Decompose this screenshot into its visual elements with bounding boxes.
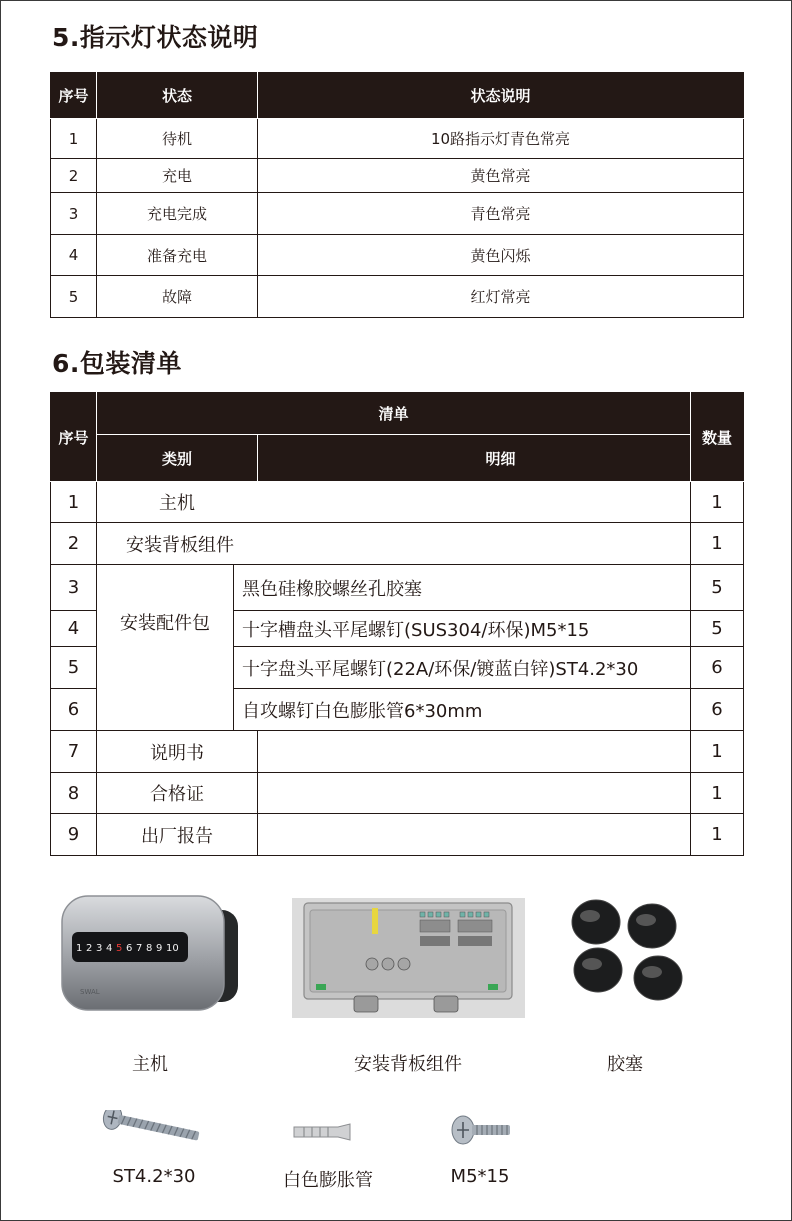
host-digit: 2 <box>86 943 93 954</box>
row-no: 7 <box>51 731 97 773</box>
header-detail: 明细 <box>258 435 744 482</box>
host-brand-logo: SWAL <box>80 988 100 996</box>
row-category: 出厂报告 <box>97 814 258 856</box>
expansion-anchor-image <box>290 1118 356 1150</box>
indicator-status-table <box>50 72 744 318</box>
host-digit: 10 <box>166 943 179 954</box>
row-status: 准备充电 <box>97 235 258 276</box>
row-desc: 黄色闪烁 <box>258 235 744 276</box>
header-qty: 数量 <box>691 393 744 482</box>
host-digit: 7 <box>136 943 143 954</box>
row-no: 6 <box>51 689 97 731</box>
section-5-title: 5.指示灯状态说明 <box>52 23 259 52</box>
backplate-image <box>292 898 525 1022</box>
table-row <box>51 159 744 193</box>
host-unit-image <box>60 892 240 1021</box>
host-caption: 主机 <box>132 1054 168 1075</box>
row-category: 安装背板组件 <box>97 523 691 565</box>
row-no: 1 <box>51 482 97 523</box>
backplate-caption: 安装背板组件 <box>354 1054 462 1075</box>
header-no: 序号 <box>51 73 97 119</box>
table-row <box>51 523 744 565</box>
row-no: 9 <box>51 814 97 856</box>
table-row <box>51 193 744 235</box>
row-no: 2 <box>51 523 97 565</box>
row-category: 主机 <box>97 482 691 523</box>
table-row <box>51 119 744 159</box>
section-6-title: 6.包装清单 <box>52 349 182 378</box>
host-digit: 4 <box>106 943 113 954</box>
row-status: 故障 <box>97 276 258 318</box>
row-qty: 1 <box>691 523 744 565</box>
row-detail: 自攻螺钉白色膨胀管6*30mm <box>234 689 691 731</box>
table-row <box>51 565 744 611</box>
row-status: 充电 <box>97 159 258 193</box>
packing-list-table <box>50 392 744 856</box>
table-row <box>51 814 744 856</box>
row-qty: 6 <box>691 647 744 689</box>
host-digit: 1 <box>76 943 83 954</box>
row-category: 说明书 <box>97 731 258 773</box>
row-no: 4 <box>51 611 97 647</box>
row-no: 8 <box>51 773 97 814</box>
row-detail: 黑色硅橡胶螺丝孔胶塞 <box>234 565 691 611</box>
row-no: 1 <box>51 119 97 159</box>
row-qty: 5 <box>691 565 744 611</box>
m5-screw-image <box>450 1112 514 1154</box>
row-desc: 红灯常亮 <box>258 276 744 318</box>
anchor-caption: 白色膨胀管 <box>283 1170 373 1191</box>
row-status: 充电完成 <box>97 193 258 235</box>
table-row <box>51 773 744 814</box>
host-digit: 5 <box>116 943 123 954</box>
host-digit: 3 <box>96 943 103 954</box>
row-qty: 1 <box>691 482 744 523</box>
row-no: 5 <box>51 647 97 689</box>
header-no: 序号 <box>51 393 97 482</box>
row-qty: 1 <box>691 731 744 773</box>
st-screw-caption: ST4.2*30 <box>112 1166 196 1187</box>
host-digit: 9 <box>156 943 163 954</box>
accessory-group-label: 安装配件包 <box>97 565 234 731</box>
row-no: 3 <box>51 565 97 611</box>
table-row <box>51 731 744 773</box>
table-row <box>51 482 744 523</box>
row-no: 5 <box>51 276 97 318</box>
row-no: 4 <box>51 235 97 276</box>
header-status: 状态 <box>97 73 258 119</box>
row-qty: 6 <box>691 689 744 731</box>
header-list: 清单 <box>97 393 691 435</box>
row-category: 合格证 <box>97 773 258 814</box>
table-row <box>51 276 744 318</box>
row-desc: 青色常亮 <box>258 193 744 235</box>
row-desc: 10路指示灯青色常亮 <box>258 119 744 159</box>
row-desc: 黄色常亮 <box>258 159 744 193</box>
row-detail: 十字槽盘头平尾螺钉(SUS304/环保)M5*15 <box>234 611 691 647</box>
row-qty: 1 <box>691 773 744 814</box>
row-qty: 1 <box>691 814 744 856</box>
plug-caption: 胶塞 <box>607 1054 643 1075</box>
row-no: 2 <box>51 159 97 193</box>
row-detail: 十字盘头平尾螺钉(22A/环保/镀蓝白锌)ST4.2*30 <box>234 647 691 689</box>
m5-screw-caption: M5*15 <box>450 1166 510 1187</box>
header-status-desc: 状态说明 <box>258 73 744 119</box>
header-category: 类别 <box>97 435 258 482</box>
host-digit: 8 <box>146 943 153 954</box>
row-no: 3 <box>51 193 97 235</box>
row-qty: 5 <box>691 611 744 647</box>
host-digit: 6 <box>126 943 133 954</box>
table-row <box>51 235 744 276</box>
st-screw-image <box>98 1110 206 1162</box>
rubber-plug-image <box>568 896 692 1012</box>
row-status: 待机 <box>97 119 258 159</box>
